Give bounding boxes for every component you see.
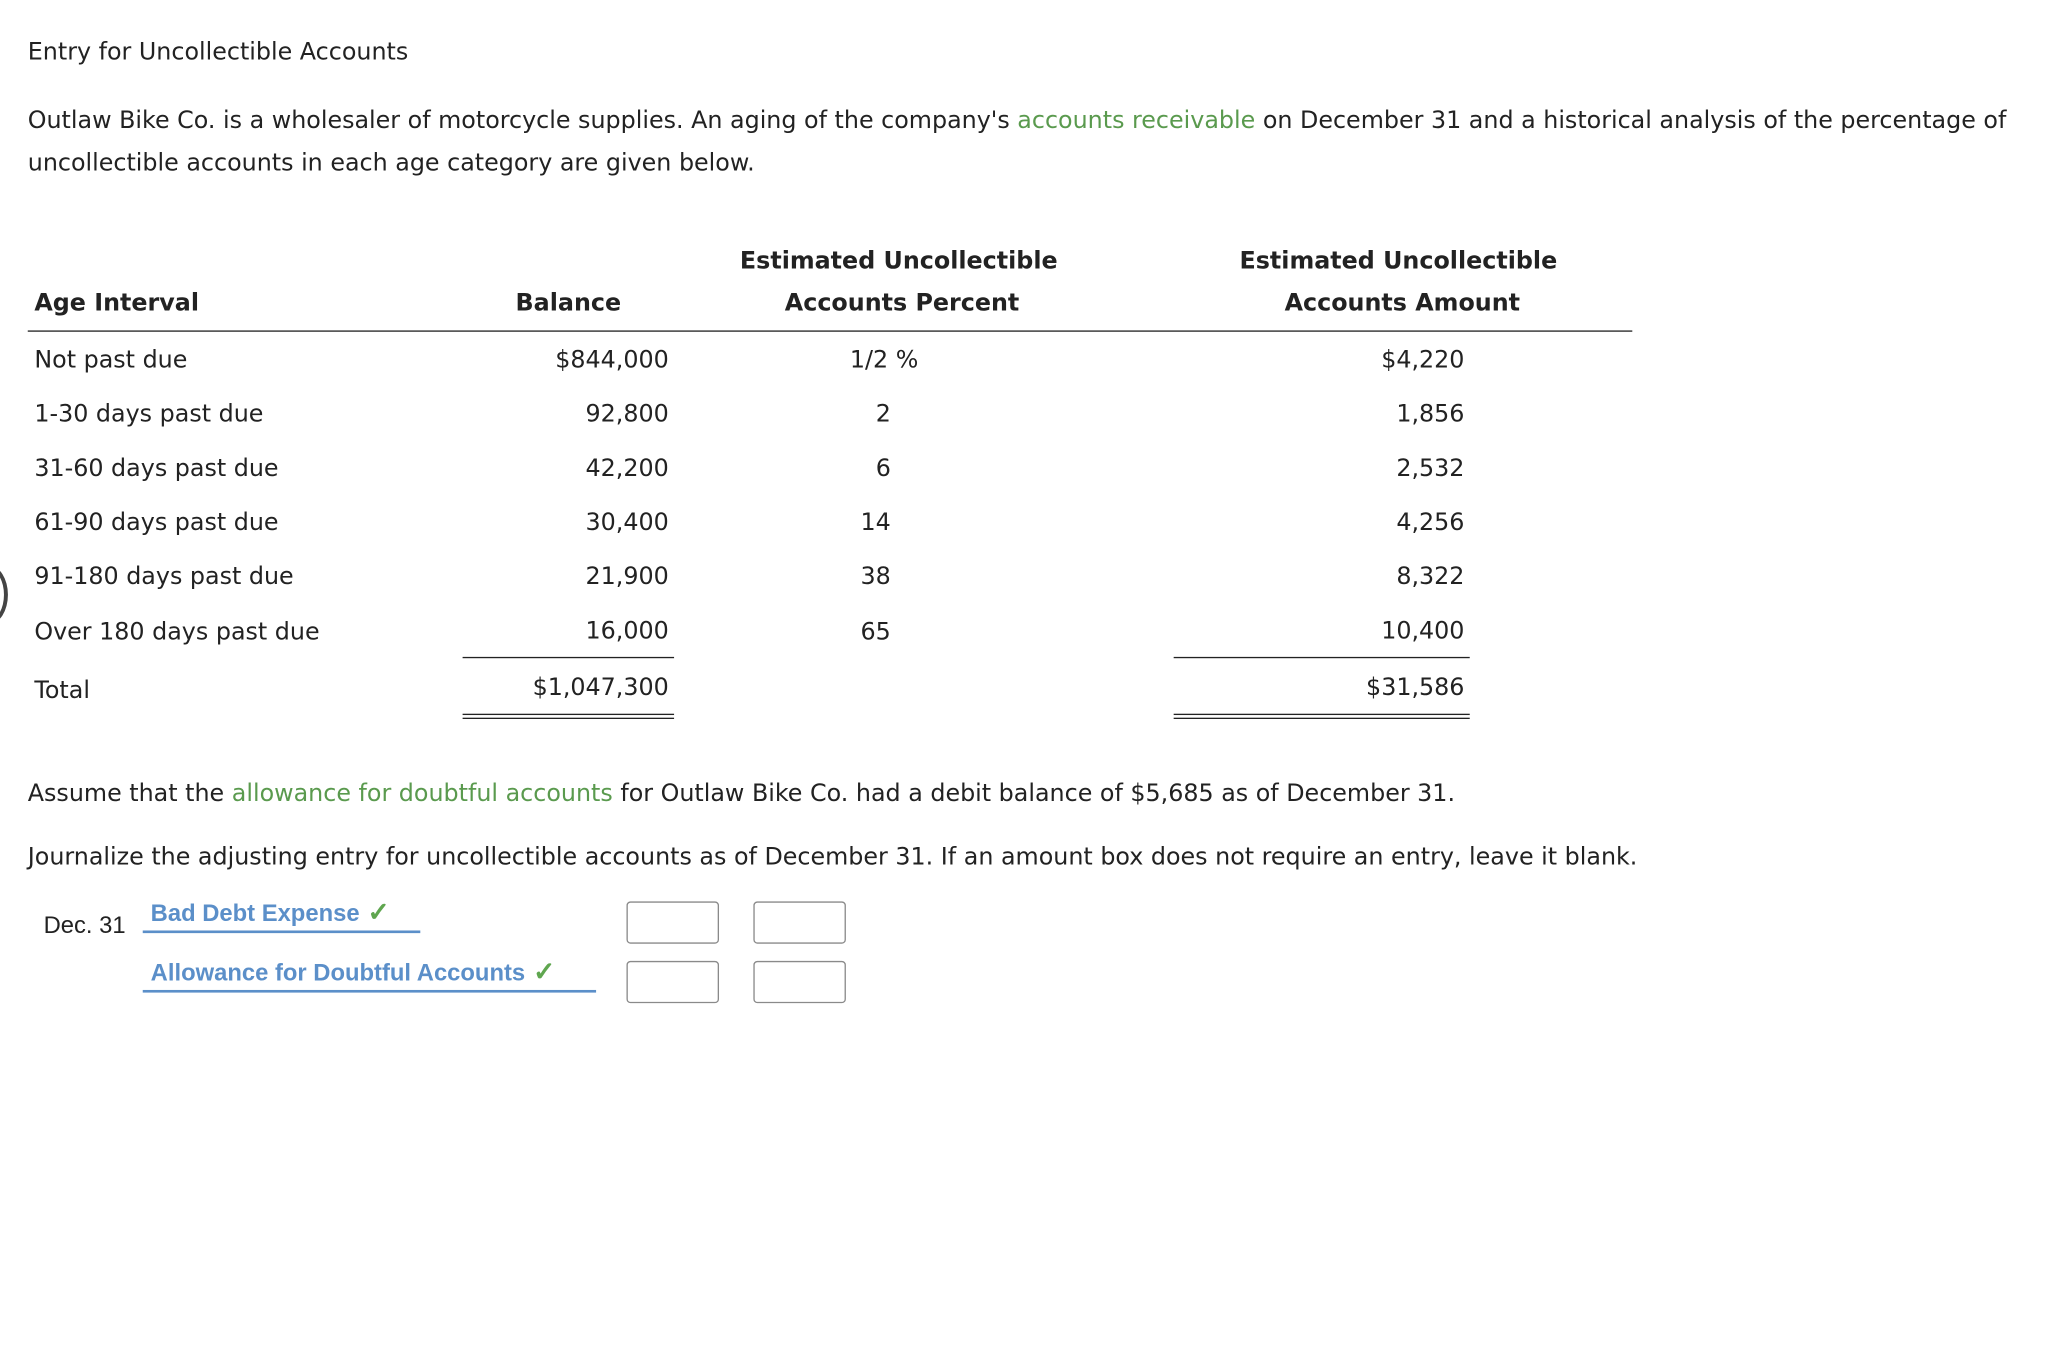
row-4-balance: 21,900 [585, 563, 669, 591]
total-balance: $1,047,300 [532, 674, 669, 702]
credit-account-select[interactable] [143, 958, 596, 992]
journal-date: Dec. 31 [43, 911, 126, 939]
row-0-percent: 1/2 % [849, 346, 919, 375]
header-age-interval: Age Interval [34, 289, 199, 318]
total-label: Total [34, 676, 90, 705]
row-0-age: Not past due [34, 346, 188, 375]
amount-subtotal-rule [1174, 657, 1470, 658]
row-2-percent: 6 [875, 454, 891, 483]
accounts-receivable-term: accounts receivable [1017, 107, 1256, 135]
row-5-age: Over 180 days past due [34, 618, 320, 647]
credit-amount-input-row2[interactable] [753, 961, 846, 1003]
header-rule [28, 330, 1633, 331]
balance-total-double-rule [463, 714, 674, 719]
header-percent-line1: Estimated Uncollectible [739, 247, 1058, 275]
row-2-amount: 2,532 [1396, 454, 1465, 483]
page-title: Entry for Uncollectible Accounts [27, 38, 409, 67]
row-3-balance: 30,400 [585, 508, 669, 537]
row-4-amount: 8,322 [1396, 563, 1465, 591]
header-percent-line2: Accounts Percent [784, 289, 1020, 318]
row-0-amount: $4,220 [1381, 346, 1465, 375]
debit-account-label: Bad Debt Expense [150, 900, 360, 927]
row-3-amount: 4,256 [1396, 508, 1465, 537]
row-5-amount: 10,400 [1381, 617, 1465, 645]
check-icon: ✓ [367, 898, 390, 928]
row-5-balance: 16,000 [585, 617, 669, 645]
row-2-age: 31-60 days past due [34, 454, 279, 483]
header-balance: Balance [515, 289, 622, 318]
row-1-percent: 2 [875, 400, 891, 429]
row-1-balance: 92,800 [585, 400, 669, 429]
row-1-amount: 1,856 [1396, 400, 1465, 429]
page-edge-arc [0, 566, 8, 624]
row-0-balance: $844,000 [555, 346, 669, 375]
check-icon: ✓ [533, 958, 556, 988]
assume-text-before: Assume that the [27, 779, 232, 808]
intro-text-after: on December 31 and a historical analysis of the percentage of uncollectible accounts in each age category are given below. [27, 107, 2007, 178]
balance-subtotal-rule [463, 657, 674, 658]
intro-paragraph [28, 100, 2050, 185]
row-1-age: 1-30 days past due [34, 400, 264, 429]
row-4-percent: 38 [860, 563, 891, 591]
credit-account-label: Allowance for Doubtful Accounts [150, 959, 526, 986]
debit-account-select[interactable] [143, 899, 421, 933]
debit-amount-input-row2[interactable] [626, 961, 719, 1003]
header-amount-line2: Accounts Amount [1284, 289, 1521, 318]
assume-paragraph [28, 780, 1455, 809]
intro-text-before: Outlaw Bike Co. is a wholesaler of motorcycle supplies. An aging of the company's [27, 107, 1018, 135]
row-5-percent: 65 [860, 618, 891, 647]
assume-text-after: for Outlaw Bike Co. had a debit balance of $5,685 as of December 31. [612, 779, 1456, 808]
instruction-paragraph: Journalize the adjusting entry for uncollectible accounts as of December 31. If an amount box does not require an entry, leave it blank. [27, 843, 1638, 872]
amount-total-double-rule [1174, 714, 1470, 719]
debit-amount-input-row1[interactable] [626, 901, 719, 943]
row-2-balance: 42,200 [585, 454, 669, 483]
row-4-age: 91-180 days past due [34, 563, 294, 591]
row-3-age: 61-90 days past due [34, 508, 279, 537]
total-amount: $31,586 [1366, 674, 1465, 702]
row-3-percent: 14 [860, 508, 891, 537]
header-amount-line1: Estimated Uncollectible [1239, 247, 1558, 275]
credit-amount-input-row1[interactable] [753, 901, 846, 943]
allowance-term: allowance for doubtful accounts [231, 779, 613, 808]
